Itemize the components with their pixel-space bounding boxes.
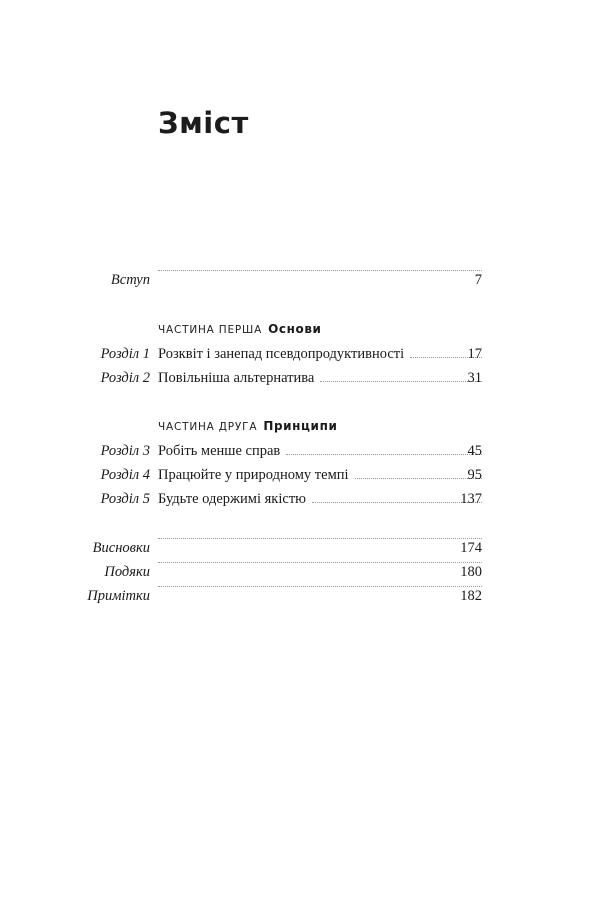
part-heading-2 [158,416,337,434]
toc-entry-body [158,586,482,591]
page-number: 180 [460,564,482,580]
toc-entry-chapter-2[interactable] [0,368,600,388]
dot-leader [158,586,482,587]
toc-entry-label: Висновки [92,540,150,556]
toc-entry-body [158,562,482,567]
toc-entry-body [158,368,482,388]
page-number: 17 [467,346,482,362]
page-number: 7 [474,272,482,288]
toc-entry-chapter-4[interactable] [0,465,600,485]
toc-entry-chapter-3[interactable] [0,441,600,461]
chapter-label: Розділ 3 [100,443,150,459]
chapter-title: Працюйте у природному темпі [158,467,349,483]
part-prefix: ЧАСТИНА ПЕРША [158,324,263,336]
part-name: Основи [268,322,322,336]
toc-entry-chapter-5[interactable] [0,489,600,509]
chapter-label: Розділ 2 [100,370,150,386]
page-number: 182 [460,588,482,604]
part-prefix: ЧАСТИНА ДРУГА [158,421,258,433]
page-number: 95 [467,467,482,483]
toc-entry-body [158,465,482,485]
toc-entry-notes[interactable] [0,586,600,606]
toc-entry-body [158,489,482,509]
toc-entry-chapter-1[interactable] [0,344,600,364]
page-number: 174 [460,540,482,556]
page-number: 31 [467,370,482,386]
toc-entry-label: Вступ [110,272,150,288]
toc-entry-label: Подяки [104,564,150,580]
part-heading-1 [158,319,322,337]
chapter-title: Робіть менше справ [158,443,281,459]
chapter-title: Будьте одержимі якістю [158,491,306,507]
chapter-title: Розквіт і занепад псевдопродуктивності [158,346,405,362]
chapter-label: Розділ 4 [100,467,150,483]
chapter-label: Розділ 5 [100,491,150,507]
toc-entry-intro[interactable] [0,270,600,290]
toc-entry-conclusions[interactable] [0,538,600,558]
chapter-title: Повільніша альтернатива [158,370,315,386]
toc-entry-body [158,344,482,364]
toc-entry-body [158,441,482,461]
page-title: Зміст [158,106,249,140]
part-name: Принципи [263,419,338,433]
page-number: 45 [467,443,482,459]
page-number: 137 [460,491,482,507]
toc-entry-body [158,270,482,275]
toc-entry-acknowledgments[interactable] [0,562,600,582]
dot-leader [158,538,482,539]
dot-leader [158,270,482,271]
toc-entry-body [158,538,482,543]
dot-leader [158,562,482,563]
chapter-label: Розділ 1 [100,346,150,362]
toc-entry-label: Примітки [87,588,150,604]
